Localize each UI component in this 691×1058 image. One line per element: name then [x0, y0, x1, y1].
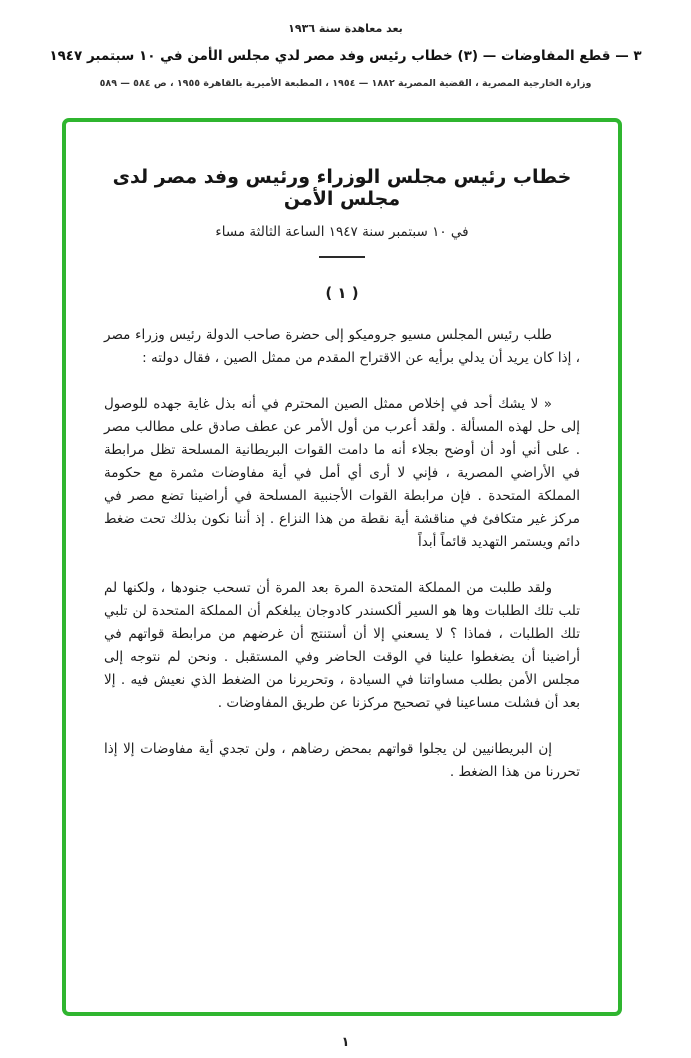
- header-note: بعد معاهدة سنة ١٩٣٦: [288, 22, 403, 35]
- title-divider-rule: [319, 256, 365, 258]
- paragraph: « لا يشك أحد في إخلاص ممثل الصين المحترم في أنه بذل غاية جهده للوصول إلى حل لهذه المسألة . ولقد أعرب من أول الأمر عن عطف صادق على مطالب مصر . على أني أود أن أوضح بجلاء أنه ما دامت القوات البريطانية المسلحة تظل مرابطة في الأراضي المصرية ، فإني لا أرى أي أمل في أية مفاوضات مثمرة مع حكومة المملكة المتحدة . فإن مرابطة القوات الأجنبية المسلحة في أراضينا تضع مصر في مركز غير متكافئ في مناقشة أية نقطة من هذا النزاع . إذ أننا نكون بذلك تحت ضغط دائم ويستمر التهديد قائماً أبداً: [104, 396, 580, 550]
- page-number: ١: [341, 1035, 350, 1050]
- document-body: [104, 324, 580, 784]
- paragraph: إن البريطانيين لن يجلوا قواتهم بمحض رضاهم ، ولن تجدي أية مفاوضات إلا إذا تحررنا من هذا الضغط .: [104, 741, 580, 780]
- section-marker: ( ١ ): [325, 284, 359, 302]
- document-title: خطاب رئيس مجلس الوزراء ورئيس وفد مصر لدى مجلس الأمن: [112, 166, 572, 210]
- green-document-frame: [62, 118, 622, 1016]
- paragraph: طلب رئيس المجلس مسيو جروميكو إلى حضرة صاحب الدولة رئيس وزراء مصر ، إذا كان يريد أن يدلي برأيه عن الاقتراح المقدم من ممثل الصين ، فقال دولته :: [104, 327, 580, 366]
- document-headline: ٣ — قطع المفاوضات — (٣) خطاب رئيس وفد مصر لدي مجلس الأمن في ١٠ سبتمبر ١٩٤٧: [49, 48, 642, 64]
- document-subtitle: في ١٠ سبتمبر سنة ١٩٤٧ الساعة الثالثة مساء: [215, 224, 469, 240]
- paragraph: ولقد طلبت من المملكة المتحدة المرة بعد المرة أن تسحب جنودها ، ولكنها لم تلب تلك الطلبات وها هو السير ألكسندر كادوجان يبلغكم أن المملكة المتحدة لن تلبي تلك الطلبات ، فماذا ؟ لا يسعني إلا أن أستنتج أن غرضهم من مرابطة قواتهم في أراضينا أن يضغطوا علينا في الوقت الحاضر وفي المستقبل . ونحن لم نتوجه إلى مجلس الأمن بطلب مساواتنا في السيادة ، وتحريرنا من الضغط الذي نعيش فيه . إلا بعد أن فشلت مساعينا في تصحيح مركزنا عن طريق المفاوضات .: [104, 580, 580, 711]
- source-citation: وزارة الخارجية المصرية ، القضية المصرية ١٨٨٢ — ١٩٥٤ ، المطبعة الأميرية بالقاهرة ١٩٥٥ ، ص ٥٨٤ — ٥٨٩: [99, 78, 592, 89]
